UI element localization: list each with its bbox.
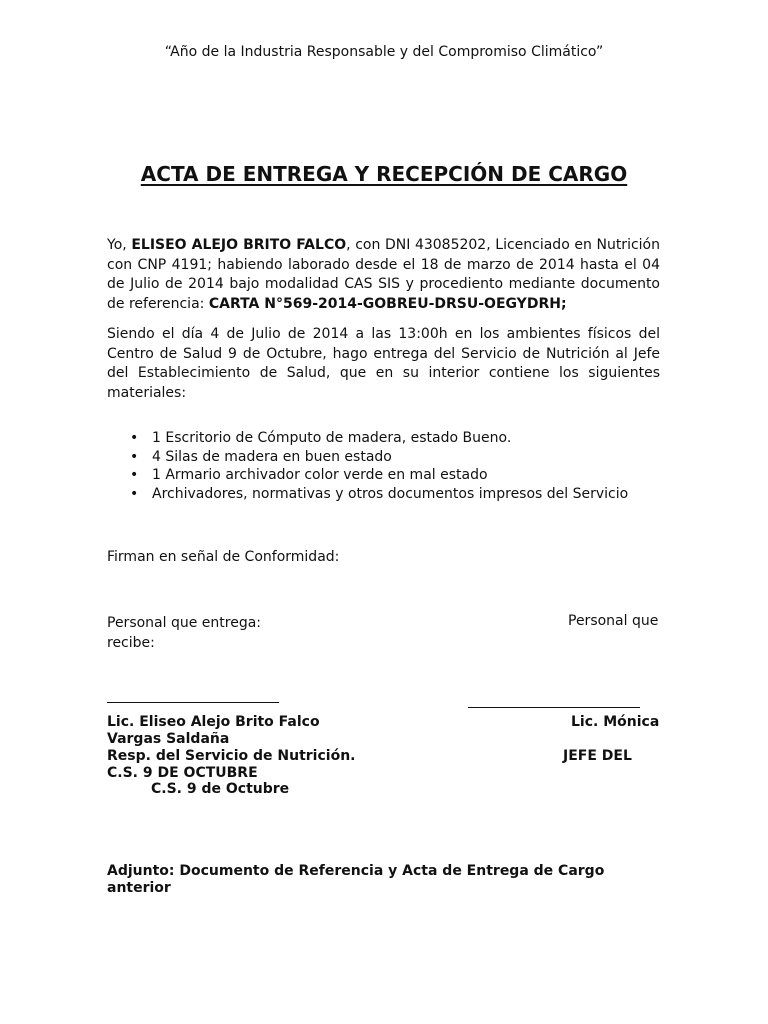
intro-yo: Yo,: [107, 237, 132, 253]
signatory-receiving-surname: Vargas Saldaña: [107, 731, 230, 747]
signatory-receiving-role: JEFE DEL: [563, 748, 632, 764]
delivery-paragraph: Siendo el día 4 de Julio de 2014 a las 13:00h en los ambientes físicos del Centro de Salud 9 de Octubre, hago entrega del Servicio de Nutrición al Jefe del Establecimiento de Salud, que en su interior contiene los siguientes materiales:: [107, 326, 660, 401]
intro-paragraph: [107, 236, 660, 314]
list-item: • 1 Escritorio de Cómputo de madera, estado Bueno.: [152, 429, 628, 448]
conformity-statement: Firman en señal de Conformidad:: [107, 549, 340, 565]
delivering-label: Personal que entrega:: [107, 615, 262, 631]
reference-document: CARTA N°569-2014-GOBREU-DRSU-OEGYDRH;: [208, 295, 567, 312]
intro-body: , con DNI 43085202, Licenciado en Nutrición con CNP 4191; habiendo laborado desde el 18 de marzo de 2014 hasta el 04 de Julio de 2014 bajo modalidad CAS SIS y procediento mediante documento de referencia:: [107, 237, 660, 312]
attachment-note: Adjunto: Documento de Referencia y Acta de Entrega de Cargo anterior: [107, 863, 605, 896]
signature-line-receiving: [468, 707, 640, 708]
signatory-delivering-name: Lic. Eliseo Alejo Brito Falco: [107, 714, 320, 730]
author-name: ELISEO ALEJO BRITO FALCO: [131, 237, 347, 253]
signatory-delivering-center: C.S. 9 DE OCTUBRE: [107, 765, 258, 781]
materials-list: [152, 429, 628, 503]
list-item: • Archivadores, normativas y otros documentos impresos del Servicio: [152, 485, 628, 504]
signatory-delivering-role: Resp. del Servicio de Nutrición.: [107, 748, 356, 764]
delivering-personnel-label: [107, 613, 261, 653]
year-motto: “Año de la Industria Responsable y del Compromiso Climático”: [164, 44, 604, 60]
signatory-receiving-center: C.S. 9 de Octubre: [151, 781, 290, 797]
signatory-receiving-name: Lic. Mónica: [571, 714, 660, 730]
list-item: • 1 Armario archivador color verde en mal estado: [152, 466, 628, 485]
document-title-text: ACTA DE ENTREGA Y RECEPCIÓN DE CARGO: [140, 162, 628, 186]
signature-line-delivering: [107, 702, 279, 703]
receiving-personnel-label: Personal que: [568, 613, 659, 629]
list-item: • 4 Silas de madera en buen estado: [152, 448, 628, 467]
receiving-label-continuation: recibe:: [107, 635, 155, 651]
document-title: [0, 162, 768, 186]
